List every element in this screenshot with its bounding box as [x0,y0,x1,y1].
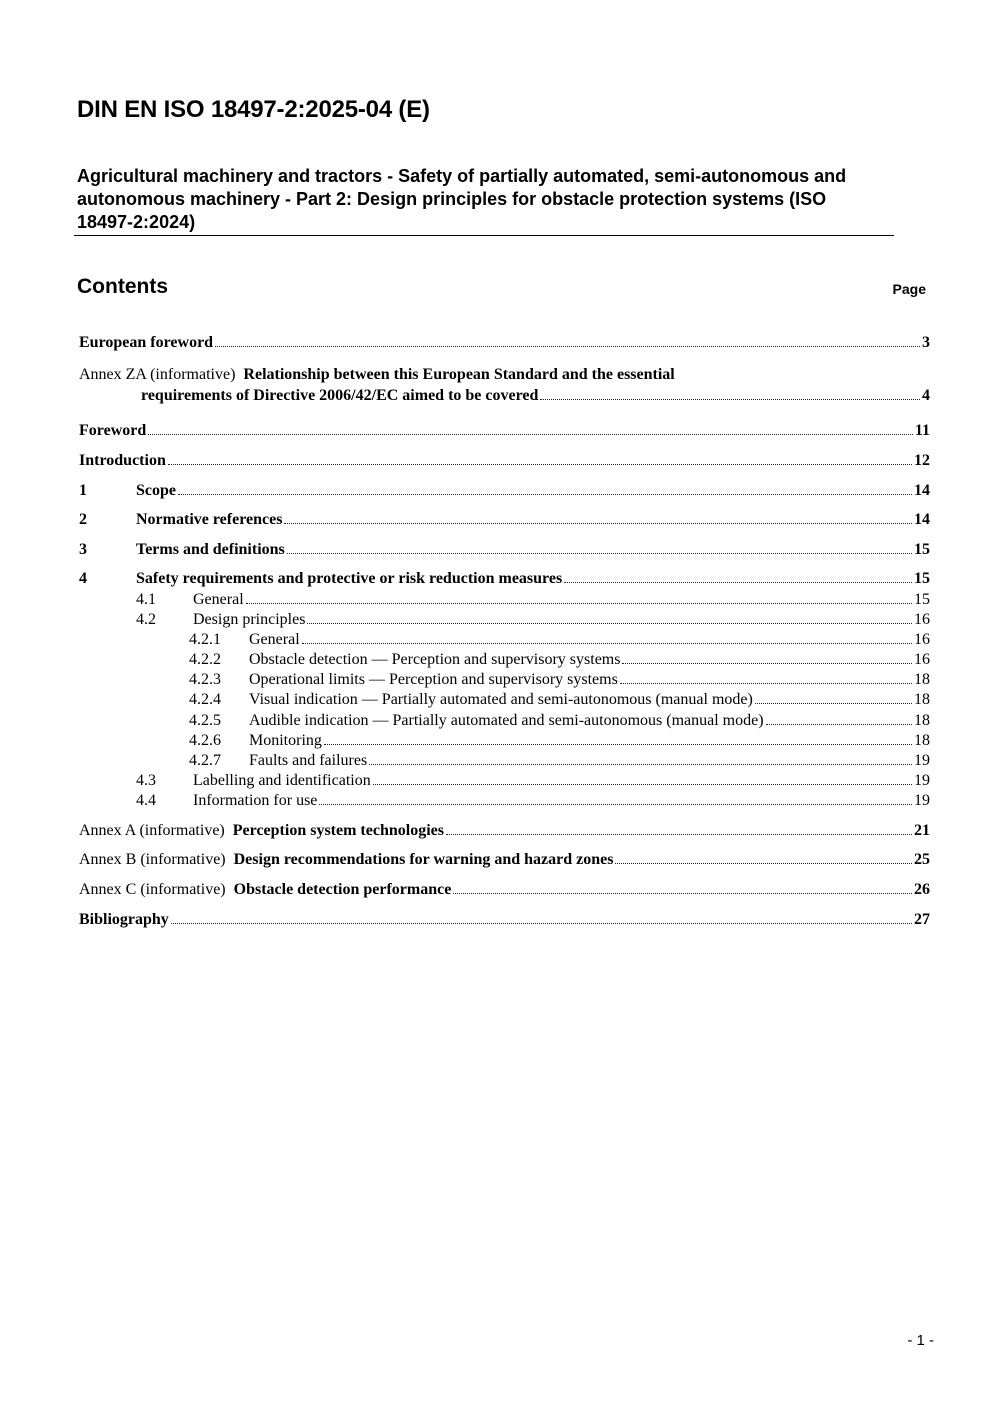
toc-entry-title: Perception system technologies [232,822,444,839]
toc-entry-title: Labelling and identification [193,772,371,789]
toc-entry-scope[interactable] [79,481,930,501]
toc-entry-page: 12 [914,452,930,469]
toc-entry-title: Terms and definitions [136,541,285,558]
toc-entry-title: European foreword [79,334,214,351]
toc-entry-4-2-3[interactable] [189,670,930,690]
toc-entry-title: Normative references [136,511,283,528]
toc-entry-annex-za[interactable] [79,365,930,385]
page-column-label: Page [892,281,926,297]
toc-entry-bibliography[interactable] [79,910,930,930]
toc-entry-foreword[interactable] [79,421,930,441]
toc-entry-title: Relationship between this European Standard and the essential [243,366,675,383]
toc-entry-title: Monitoring [249,732,322,749]
toc-entry-page: 4 [922,387,930,404]
dot-leader [324,744,912,745]
toc-entry-title: General [193,591,244,608]
toc-entry-4-3[interactable] [136,771,930,791]
toc-entry-page: 3 [922,334,930,351]
toc-entry-page: 18 [914,732,930,749]
document-subtitle: Agricultural machinery and tractors - Safety of partially automated, semi-autonomous and autonomous machinery - Part 2: Design principles for obstacle protection systems (ISO 18497-2:2024) [77,166,847,232]
toc-entry-page: 25 [914,851,930,868]
dot-leader [287,553,912,554]
dot-leader [215,346,920,347]
toc-entry-4-2-5[interactable] [189,711,930,731]
toc-entry-page: 15 [914,570,930,587]
toc-entry-page: 18 [914,671,930,688]
dot-leader [446,834,912,835]
toc-entry-page: 18 [914,691,930,708]
toc-entry-title: Operational limits — Perception and supervisory systems [249,671,618,688]
toc-entry-title: Foreword [79,422,147,439]
dot-leader [540,399,920,400]
dot-leader [319,804,912,805]
toc-entry-annex-b[interactable] [79,850,930,870]
toc-entry-page: 15 [914,591,930,608]
toc-entry-page: 14 [914,511,930,528]
toc-entry-4-2-7[interactable] [189,751,930,771]
title-divider [74,235,894,236]
toc-entry-number: 4.2.2 [189,651,221,668]
toc-entry-normative-references[interactable] [79,510,930,530]
toc-entry-4-1[interactable] [136,590,930,610]
dot-leader [622,663,912,664]
dot-leader [369,764,912,765]
toc-entry-4-4[interactable] [136,791,930,811]
toc-entry-title: Safety requirements and protective or risk reduction measures [136,570,563,587]
dot-leader [171,923,912,924]
toc-entry-page: 26 [914,881,930,898]
toc-entry-european-foreword[interactable] [79,333,930,353]
dot-leader [755,703,912,704]
dot-leader [148,434,913,435]
annex-prefix: Annex B (informative) [79,851,226,868]
toc-entry-title: General [249,631,300,648]
page-number: - 1 - [907,1332,934,1349]
toc-entry-title: Obstacle detection performance [233,881,452,898]
dot-leader [373,784,912,785]
contents-heading: Contents [77,275,168,298]
toc-entry-page: 16 [914,651,930,668]
dot-leader [766,724,912,725]
toc-entry-title: Bibliography [79,911,169,928]
document-number-title: DIN EN ISO 18497-2:2025-04 (E) [77,96,430,123]
toc-entry-4-2-2[interactable] [189,650,930,670]
toc-entry-page: 15 [914,541,930,558]
toc-entry-page: 21 [914,822,930,839]
toc-entry-4-2-4[interactable] [189,690,930,710]
toc-entry-title: Introduction [79,452,166,469]
dot-leader [302,643,912,644]
toc-entry-number: 4.4 [136,792,156,809]
dot-leader [615,863,912,864]
toc-entry-page: 19 [914,752,930,769]
toc-entry-number: 4.2.7 [189,752,221,769]
toc-entry-page: 16 [914,611,930,628]
toc-entry-page: 19 [914,792,930,809]
toc-entry-number: 4.1 [136,591,156,608]
toc-entry-annex-a[interactable] [79,821,930,841]
toc-entry-introduction[interactable] [79,451,930,471]
toc-entry-title: Visual indication — Partially automated and semi-autonomous (manual mode) [249,691,753,708]
toc-entry-number: 4.2.4 [189,691,221,708]
toc-entry-title: Information for use [193,792,318,809]
toc-entry-4-2-6[interactable] [189,731,930,751]
toc-entry-number: 3 [79,541,87,558]
toc-entry-number: 4.2.3 [189,671,221,688]
toc-entry-title: Design recommendations for warning and hazard zones [233,851,614,868]
toc-entry-page: 11 [914,422,930,439]
dot-leader [620,683,912,684]
toc-entry-number: 1 [79,482,87,499]
toc-entry-page: 14 [914,482,930,499]
toc-entry-page: 18 [914,712,930,729]
dot-leader [178,494,912,495]
toc-entry-number: 4.3 [136,772,156,789]
toc-entry-number: 4.2.6 [189,732,221,749]
toc-entry-number: 4.2 [136,611,156,628]
toc-entry-number: 4.2.5 [189,712,221,729]
toc-entry-title: Faults and failures [249,752,368,769]
toc-entry-page: 16 [914,631,930,648]
annex-prefix: Annex C (informative) [79,881,226,898]
toc-entry-terms-definitions[interactable] [79,540,930,560]
toc-entry-number: 2 [79,511,87,528]
dot-leader [246,603,912,604]
dot-leader [307,623,912,624]
toc-entry-page: 19 [914,772,930,789]
dot-leader [453,893,912,894]
toc-entry-4-2[interactable] [136,610,930,630]
toc-entry-number: 4 [79,570,87,587]
toc-entry-safety-requirements[interactable] [79,569,930,589]
toc-entry-page: 27 [914,911,930,928]
toc-entry-4-2-1[interactable] [189,630,930,650]
dot-leader [564,582,912,583]
toc-entry-title: Obstacle detection — Perception and supervisory systems [249,651,621,668]
toc-entry-annex-c[interactable] [79,880,930,900]
annex-prefix: Annex ZA (informative) [79,366,236,383]
toc-entry-title: Audible indication — Partially automated and semi-autonomous (manual mode) [249,712,764,729]
toc-entry-title: Design principles [193,611,306,628]
dot-leader [284,523,912,524]
annex-prefix: Annex A (informative) [79,822,225,839]
toc-entry-annex-za-continuation[interactable] [141,386,930,406]
dot-leader [168,464,912,465]
toc-entry-number: 4.2.1 [189,631,221,648]
toc-entry-title-continuation: requirements of Directive 2006/42/EC aimed to be covered [141,387,539,404]
toc-entry-title: Scope [136,482,176,499]
